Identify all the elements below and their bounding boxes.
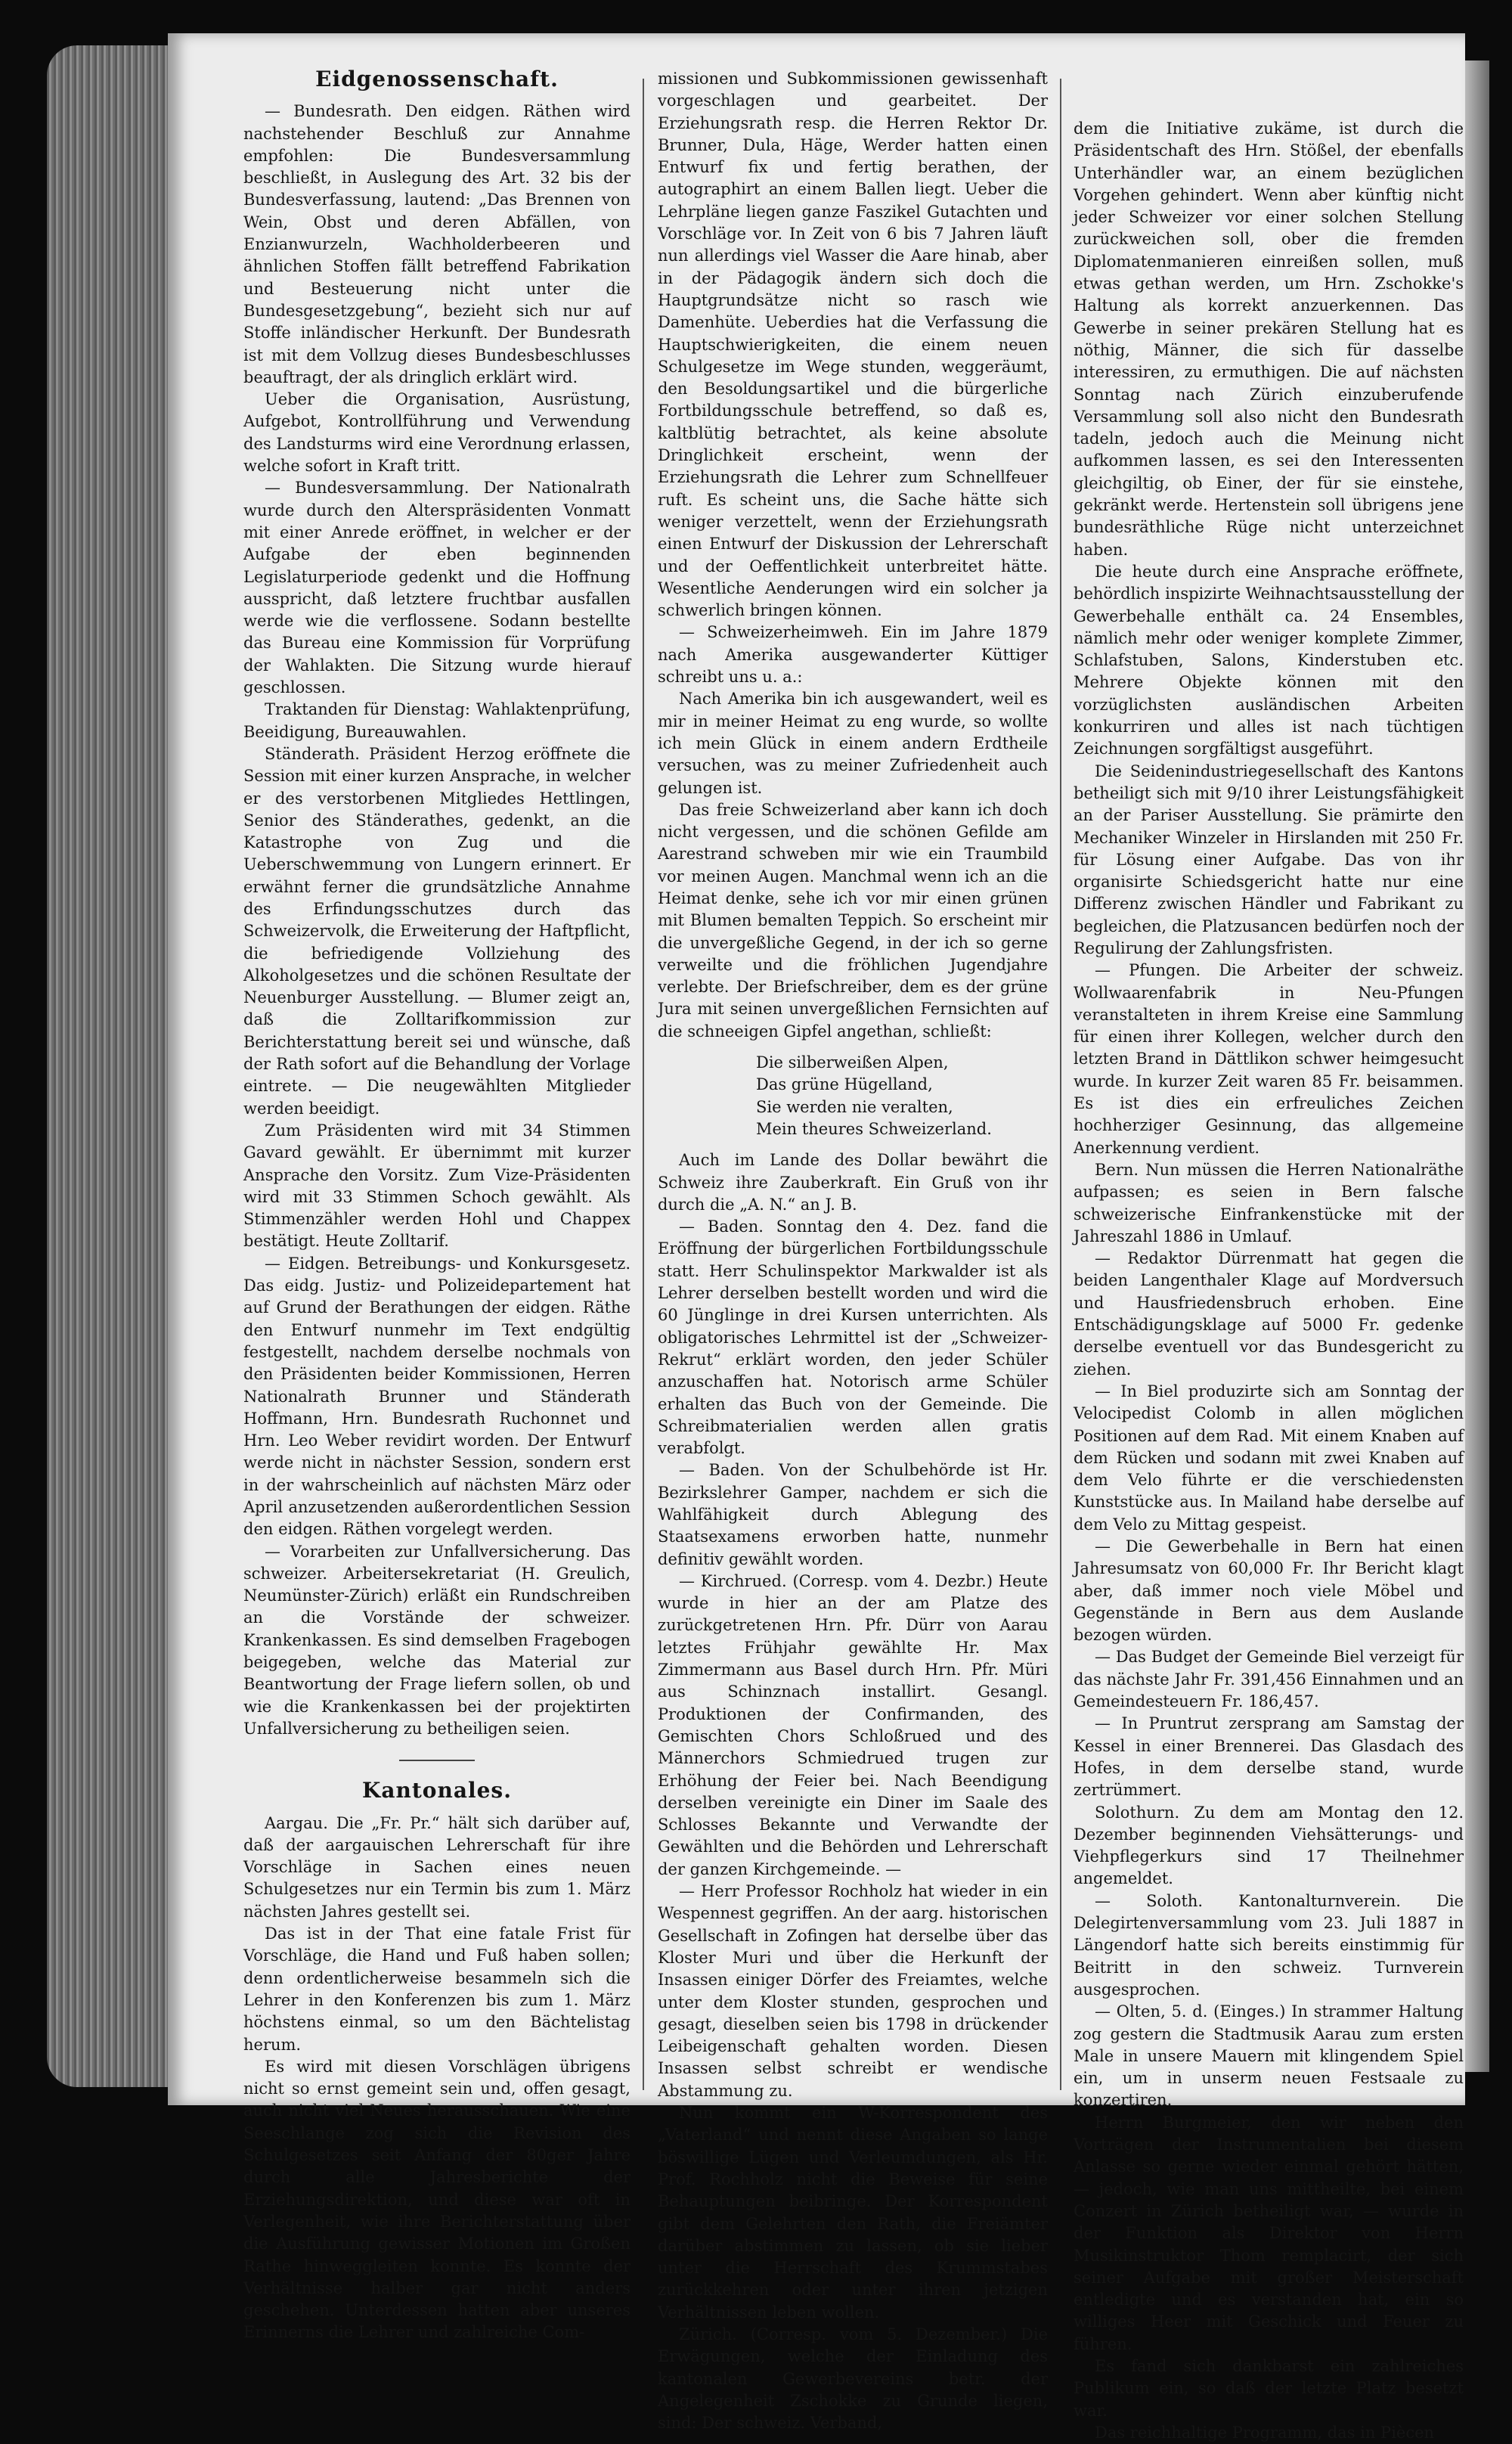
column-rule: [1060, 79, 1061, 2090]
poem-line: Mein theures Schweizerland.: [756, 1119, 992, 1138]
article-paragraph: Die heute durch eine Ansprache eröffnete, behördlich inspizirte Weihnachtsausstellung der Gewerbehalle enthält ca. 24 Ensembles, nämlich mehr oder weniger komplete Zimmer, Schlafstuben, Salons, Kinderstuben etc. Mehrere Objekte können mit den vorzüglichsten ausländischen Arbeiten konkurriren und alles ist nach tüchtigen Zeichnungen sorgfältigst ausgeführt.: [1074, 562, 1464, 758]
article-paragraph: — Kirchrued. (Corresp. vom 4. Dezbr.) Heute wurde in hier an der am Platze des zurückgetretenen Hrn. Pfr. Dürr von Aarau letztes Frühjahr gewählte Hr. Max Zimmermann aus Basel durch Hrn. Pfr. Müri aus Schinznach installirt. Gesangl. Produktionen der Confirmanden, des Gemischten Chors Schloßrued und des Männerchors Schmiedrued trugen zur Erhöhung der Feier bei. Nach Beendigung derselben vereinigte ein Diner im Saale des Schlosses Bekannte und Verwandte der Gewählten und die Behörden und Lehrerschaft der ganzen Kirchgemeinde. —: [658, 1571, 1048, 1878]
column-2: [658, 68, 1048, 2434]
article-paragraph: — Baden. Von der Schulbehörde ist Hr. Bezirkslehrer Gamper, nachdem er sich die Wahlfähigkeit durch Ablegung des Staatsexamens erworben hatte, nunmehr definitiv gewählt worden.: [658, 1461, 1048, 1568]
article-paragraph: missionen und Subkommissionen gewissenhaft vorgeschlagen und gearbeitet. Der Erziehungsrath resp. die Herren Rektor Dr. Brunner, Dula, Häge, Werder hatten einen Entwurf fix und fertig berathen, der autographirt an einem Ballen liegt. Ueber die Lehrpläne liegen ganze Faszikel Gutachten und Vorschläge vor. In Zeit von 6 bis 7 Jahren läuft nun allerdings viel Wasser die Aare hinab, aber in der Pädagogik ändern sich doch die Hauptgrundsätze nicht so rasch wie Damenhüte. Ueberdies hat die Verfassung die Hauptschwierigkeiten, die einem neuen Schulgesetze im Wege stunden, weggeräumt, den Besoldungsartikel und die bürgerliche Fortbildungsschule betreffend, so daß es, kaltblütig betrachtet, als keine absolute Dringlichkeit erscheint, wenn der Erziehungsrath die Lehrer zum Schnellfeuer ruft. Es scheint uns, die Sache hätte sich weniger verzettelt, wenn der Erziehungsrath einen Entwurf der Diskussion der Lehrerschaft und der Oeffentlichkeit unterbreitet hätte. Wesentliche Aenderungen wird ein solcher ja schwerlich bringen können.: [658, 70, 1048, 620]
article-paragraph: — Das Budget der Gemeinde Biel verzeigt für das nächste Jahr Fr. 391,456 Einnahmen und an Gemeindesteuern Fr. 186,457.: [1074, 1648, 1464, 1711]
newspaper-page: [168, 33, 1465, 2442]
article-paragraph: Zum Präsidenten wird mit 34 Stimmen Gavard gewählt. Er übernimmt mit kurzer Ansprache den Vorsitz. Zum Vize-Präsidenten wird mit 33 Stimmen Schoch gewählt. Als Stimmenzähler werden Hohl und Chappex bestätigt. Heute Zolltarif.: [243, 1121, 631, 1251]
article-paragraph: Nun kommt ein W-Korrespondent des „Vaterland“ und nennt diese Angaben so lange böswillige Lügen und Verleumdungen, als Hr. Prof. Rochholz nicht die Beweise für seine Behauptungen beibringe. Der Korrespondent gibt dem Gelehrten den Rath, die Freiämter darüber abstimmen zu lassen, ob sie lieber unter die Herrschaft des Krummstabes zurückkehren oder unter ihren jetzigen Verhältnissen leben wollen.: [658, 2104, 1048, 2321]
separator-line: [399, 1760, 475, 1761]
article-paragraph: — Eidgen. Betreibungs- und Konkursgesetz. Das eidg. Justiz- und Polizeidepartement hat auf Grund der Berathungen der eidgen. Räthe den Entwurf nunmehr im Text endgültig festgestellt, nachdem derselbe nochmals von den Präsidenten beider Kommissionen, Herren Nationalrath Brunner und Ständerath Hoffmann, Hrn. Bundesrath Ruchonnet und Hrn. Leo Weber revidirt worden. Der Entwurf werde nicht in nächster Session, sondern erst in der wahrscheinlich auf nächsten März oder April anzusetzenden außerordentlichen Session den eidgen. Räthen vorgelegt werden.: [243, 1254, 631, 1539]
article-paragraph: Das freie Schweizerland aber kann ich doch nicht vergessen, und die schönen Gefilde am Aarestrand schweben mir wie ein Traumbild vor meinen Augen. Manchmal wenn ich an die Heimat denke, sehe ich vor mir einen grünen mit Blumen bemalten Teppich. So erscheint mir die unvergeßliche Gegend, in der ich so gerne verweilte und die fröhlichen Jugendjahre verlebte. Der Briefschreiber, dem es der grüne Jura mit seinen unvergeßlichen Fernsichten auf die schneeigen Gipfel angethan, schließt:: [658, 800, 1048, 1041]
article-paragraph: Aargau. Die „Fr. Pr.“ hält sich darüber auf, daß der aargauischen Lehrerschaft für ihre Vorschläge in Sachen eines neuen Schulgesetzes nur ein Termin bis zum 1. März nächsten Jahres gestellt sei.: [243, 1813, 631, 1921]
article-paragraph: Solothurn. Zu dem am Montag den 12. Dezember beginnenden Viehsätterungs- und Viehpflegerkurs sind 17 Theilnehmer angemeldet.: [1074, 1803, 1464, 1888]
article-paragraph: — Bundesversammlung. Der Nationalrath wurde durch den Alterspräsidenten Vonmatt mit einer Anrede eröffnet, in welcher er der Aufgabe der eben beginnenden Legislaturperiode gedenkt und die Hoffnung ausspricht, daß letztere fruchtbar ausfallen werde wie die verflossene. Sodann bestellte das Bureau eine Kommission für Vorprüfung der Wahlakten. Die Sitzung wurde hierauf geschlossen.: [243, 479, 631, 697]
poem-line: Die silberweißen Alpen,: [756, 1053, 949, 1072]
article-paragraph: — Die Gewerbehalle in Bern hat einen Jahresumsatz von 60,000 Fr. Ihr Bericht klagt aber, daß immer noch viele Möbel und Gegenstände in Bern aus dem Auslande bezogen würden.: [1074, 1537, 1464, 1645]
article-paragraph: Herrn Burgmeier, den wir neben den Vorträgen der Instrumentalien bei diesem Anlasse so gerne wieder einmal gehört hätten, — jedoch, wie man uns mittheilte, bei einem Conzert in Zürich betheiligt war, — wurde in der Funktion als Direktor von Herrn Musikinstruktor Thom remplacirt, der sich seiner Aufgabe mit großer Meisterschaft entledigte und es verstanden hat, ein so williges Heer mit Geschick und Feuer zu führen.: [1074, 2113, 1464, 2353]
article-paragraph: — Olten, 5. d. (Einges.) In strammer Haltung zog gestern die Stadtmusik Aarau zum ersten Male in unsere Mauern mit klingendem Spiel ein, um in unserm neuen Festsaale zu konzertiren.: [1074, 2002, 1464, 2110]
article-paragraph: dem die Initiative zukäme, ist durch die Präsidentschaft des Hrn. Stößel, der ebenfalls Unterhändler war, an einem bezüglichen Vorgehen gehindert. Wenn aber künftig nicht jeder Schweizer vor einer solchen Stellung zurückweichen soll, ober die fremden Diplomatenmanieren einreißen sollen, muß etwas gethan werden, um Hrn. Zschokke's Haltung als korrekt anzuerkennen. Das Gewerbe in seiner prekären Stellung hat es nöthig, Männer, die sich für dasselbe interessiren, zu ermuthigen. Die auf nächsten Sonntag nach Zürich einzuberufende Versammlung soll also nicht den Bundesrath tadeln, jedoch auch die Meinung nicht aufkommen lassen, es sei den Interessenten gleichgiltig, ob Einer, der für sie einstehe, gekränkt werde. Hertenstein soll übrigens jene bundesräthliche Rüge nicht unterzeichnet haben.: [1074, 119, 1464, 559]
article-paragraph: — Soloth. Kantonalturnverein. Die Delegirtenversammlung vom 23. Juli 1887 in Längendorf hatte sich bereits einstimmig für Beitritt in den schweiz. Turnverein ausgesprochen.: [1074, 1891, 1464, 1999]
article-paragraph: Das reichhaltige Programm, das in Piècen: [1095, 2423, 1435, 2442]
article-paragraph: — In Pruntrut zersprang am Samstag der Kessel in einer Brennerei. Das Glasdach des Hofes, in dem derselbe stand, wurde zertrümmert.: [1074, 1714, 1464, 1800]
article-paragraph: — Pfungen. Die Arbeiter der schweiz. Wollwaarenfabrik in Neu-Pfungen veranstalteten in ihrem Kreise eine Sammlung für einen ihrer Kollegen, welcher durch den letzten Brand in Dättlikon schwer heimgesucht wurde. In kurzer Zeit waren 85 Fr. beisammen. Es ist dies ein erfreuliches Zeichen hochherziger Gesinnung, das allgemeine Anerkennung verdient.: [1074, 961, 1464, 1157]
poem-line: Das grüne Hügelland,: [756, 1075, 933, 1094]
article-paragraph: Es wird mit diesen Vorschlägen übrigens nicht so ernst gemeint sein und, offen gesagt, auch nicht viel Neues herausschauen. Wie eine Seeschlange zog sich die Revision des Schulgesetzes seit Anfang der 80ger Jahre durch alle Jahresberichte der Erziehungsdirektion, und diese war oft in Verlegenheit, wie ihre Berichterstattung über die Ausführung gewisser Motionen im Großen Rathe hinweggleiten konnte. Es konnte der Verhältnisse halber gar nicht anders geschehen. Unterdessen hatten aber unseres Erinnerns die Lehrer und zahlreiche Com-: [243, 2057, 631, 2342]
article-paragraph: — Herr Professor Rochholz hat wieder in ein Wespennest gegriffen. An der aarg. historischen Gesellschaft in Zofingen hat derselbe über das Kloster Muri und über die Herkunft der Insassen einiger Dörfer des Freiamtes, welche unter dem Kloster stunden, gesprochen und gesagt, dieselben seien bis 1798 in drückender Leibeigenschaft gehalten worden. Diesen Insassen selbst schreibt er wendische Abstammung zu.: [658, 1882, 1048, 2100]
column-3: [1074, 118, 1464, 2444]
poem-line: Sie werden nie veralten,: [756, 1097, 953, 1116]
article-paragraph: — In Biel produzirte sich am Sonntag der Velocipedist Colomb in allen möglichen Positionen auf dem Rad. Mit einem Knaben auf dem Rücken und sodann mit zwei Knaben auf dem Velo führte er die verschiedensten Kunststücke aus. In Mailand habe derselbe auf dem Velo zu Mittag gespeist.: [1074, 1382, 1464, 1534]
column-rule: [643, 79, 644, 2090]
section-heading: Kantonales.: [362, 1778, 512, 1804]
article-paragraph: Bern. Nun müssen die Herren Nationalräthe aufpassen; es seien in Bern falsche schweizerische Einfrankenstücke mit der Jahreszahl 1886 in Umlauf.: [1074, 1160, 1464, 1245]
poem: [658, 1052, 1048, 1140]
article-paragraph: Die Seidenindustriegesellschaft des Kantons betheiligt sich mit 9/10 ihrer Leistungsfähigkeit an der Pariser Ausstellung. Sie prämirte den Mechaniker Winzeler in Hirslanden mit 250 Fr. für Lösung einer Aufgabe. Das von ihr organisirte Schiedsgericht hatte nur eine Differenz zwischen Händler und Fabrikant zu begleichen, die Platzusancen bedürfen noch der Regulirung der Zahlungsfristen.: [1074, 761, 1464, 957]
article-paragraph: Ständerath. Präsident Herzog eröffnete die Session mit einer kurzen Ansprache, in welcher er des verstorbenen Mitgliedes Hettlingen, Senior des Ständerathes, gedenkt, an die Katastrophe von Zug und die Ueberschwemmung von Lungern erinnert. Er erwähnt ferner die grundsätzliche Annahme des Erfindungsschutzes durch das Schweizervolk, die Erweiterung der Haftpflicht, die befriedigende Vollziehung des Alkoholgesetzes und die schönen Resultate der Neuenburger Ausstellung. — Blumer zeigt an, daß die Zolltarifkommission zur Berichterstattung bereit sei und wünsche, daß der Rath sofort auf die Behandlung der Vorlage eintrete. — Die neugewählten Mitglieder werden beeidigt.: [243, 744, 631, 1118]
article-paragraph: — Schweizerheimweh. Ein im Jahre 1879 nach Amerika ausgewanderter Küttiger schreibt uns u. a.:: [658, 623, 1048, 687]
article-paragraph: Es fand sich dankbarst ein zahlreiches Publikum ein, so daß der letzte Platz besetzt war.: [1074, 2356, 1464, 2420]
article-paragraph: Ueber die Organisation, Ausrüstung, Aufgebot, Kontrollführung und Verwendung des Landsturms wird eine Verordnung erlassen, welche sofort in Kraft tritt.: [243, 390, 631, 476]
article-paragraph: Nach Amerika bin ich ausgewandert, weil es mir in meiner Heimat zu eng wurde, so wollte ich mein Glück in einem andern Erdtheile versuchen, was zu meiner Zufriedenheit auch gelungen ist.: [658, 690, 1048, 797]
article-paragraph: Zürich. (Corresp. vom 5. Dezember.) Die Erwägungen, welche der Einladung des kantonalen Gewerbevereins betr. der Angelegenheit Zschokke zu Grunde liegen, sind: Der schweiz. Verband,: [658, 2325, 1048, 2433]
article-paragraph: — Vorarbeiten zur Unfallversicherung. Das schweizer. Arbeitersekretariat (H. Greulich, Neumünster-Zürich) erläßt ein Rundschreiben an die Vorstände der schweizer. Krankenkassen. Es sind demselben Fragebogen beigegeben, welche das Material zur Beantwortung der Frage liefern sollen, ob und wie die Krankenkassen bei der projektirten Unfallversicherung zu betheiligen seien.: [243, 1542, 631, 1738]
article-paragraph: Das ist in der That eine fatale Frist für Vorschläge, die Hand und Fuß haben sollen; denn ordentlicherweise besammeln sich die Lehrer in den Konferenzen bis zum 1. März höchstens einmal, so um den Bächtelistag herum.: [243, 1924, 631, 2054]
article-paragraph: — Bundesrath. Den eidgen. Räthen wird nachstehender Beschluß zur Annahme empfohlen: Die Bundesversammlung beschließt, in Auslegung des Art. 32 bis der Bundesverfassung, lautend: „Das Brennen von Wein, Obst und deren Abfällen, von Enzianwurzeln, Wachholderbeeren und ähnlichen Stoffen fällt betreffend Fabrikation und Besteuerung nicht unter die Bundesgesetzgebung“, bezieht sich nur auf Stoffe inländischer Herkunft. Der Bundesrath ist mit dem Vollzug dieses Bundesbeschlusses beauftragt, der als dringlich erklärt wird.: [243, 102, 631, 386]
section-heading: Eidgenossenschaft.: [315, 67, 559, 91]
book-page-edges: [47, 45, 168, 2087]
article-paragraph: Auch im Lande des Dollar bewährt die Schweiz ihre Zauberkraft. Ein Gruß von ihr durch die „A. N.“ an J. B.: [658, 1151, 1048, 1214]
column-1: [243, 68, 631, 2344]
article-paragraph: — Baden. Sonntag den 4. Dez. fand die Eröffnung der bürgerlichen Fortbildungsschule statt. Herr Schulinspektor Markwalder ist als Lehrer derselben bestellt worden und wird die 60 Jünglinge in drei Kursen unterrichten. Als obligatorisches Lehrmittel ist der „Schweizer-Rekrut“ erklärt worden, den jeder Schüler anzuschaffen hat. Notorisch arme Schüler erhalten das Buch von der Gemeinde. Die Schreibmaterialien werden allen gratis verabfolgt.: [658, 1217, 1048, 1458]
article-paragraph: — Redaktor Dürrenmatt hat gegen die beiden Langenthaler Klage auf Mordversuch und Hausfriedensbruch erhoben. Eine Entschädigungsklage auf 5000 Fr. gedenke derselbe eventuell vor das Bundesgericht zu ziehen.: [1074, 1249, 1464, 1379]
article-paragraph: Traktanden für Dienstag: Wahlaktenprüfung, Beeidigung, Bureauwahlen.: [243, 700, 631, 741]
